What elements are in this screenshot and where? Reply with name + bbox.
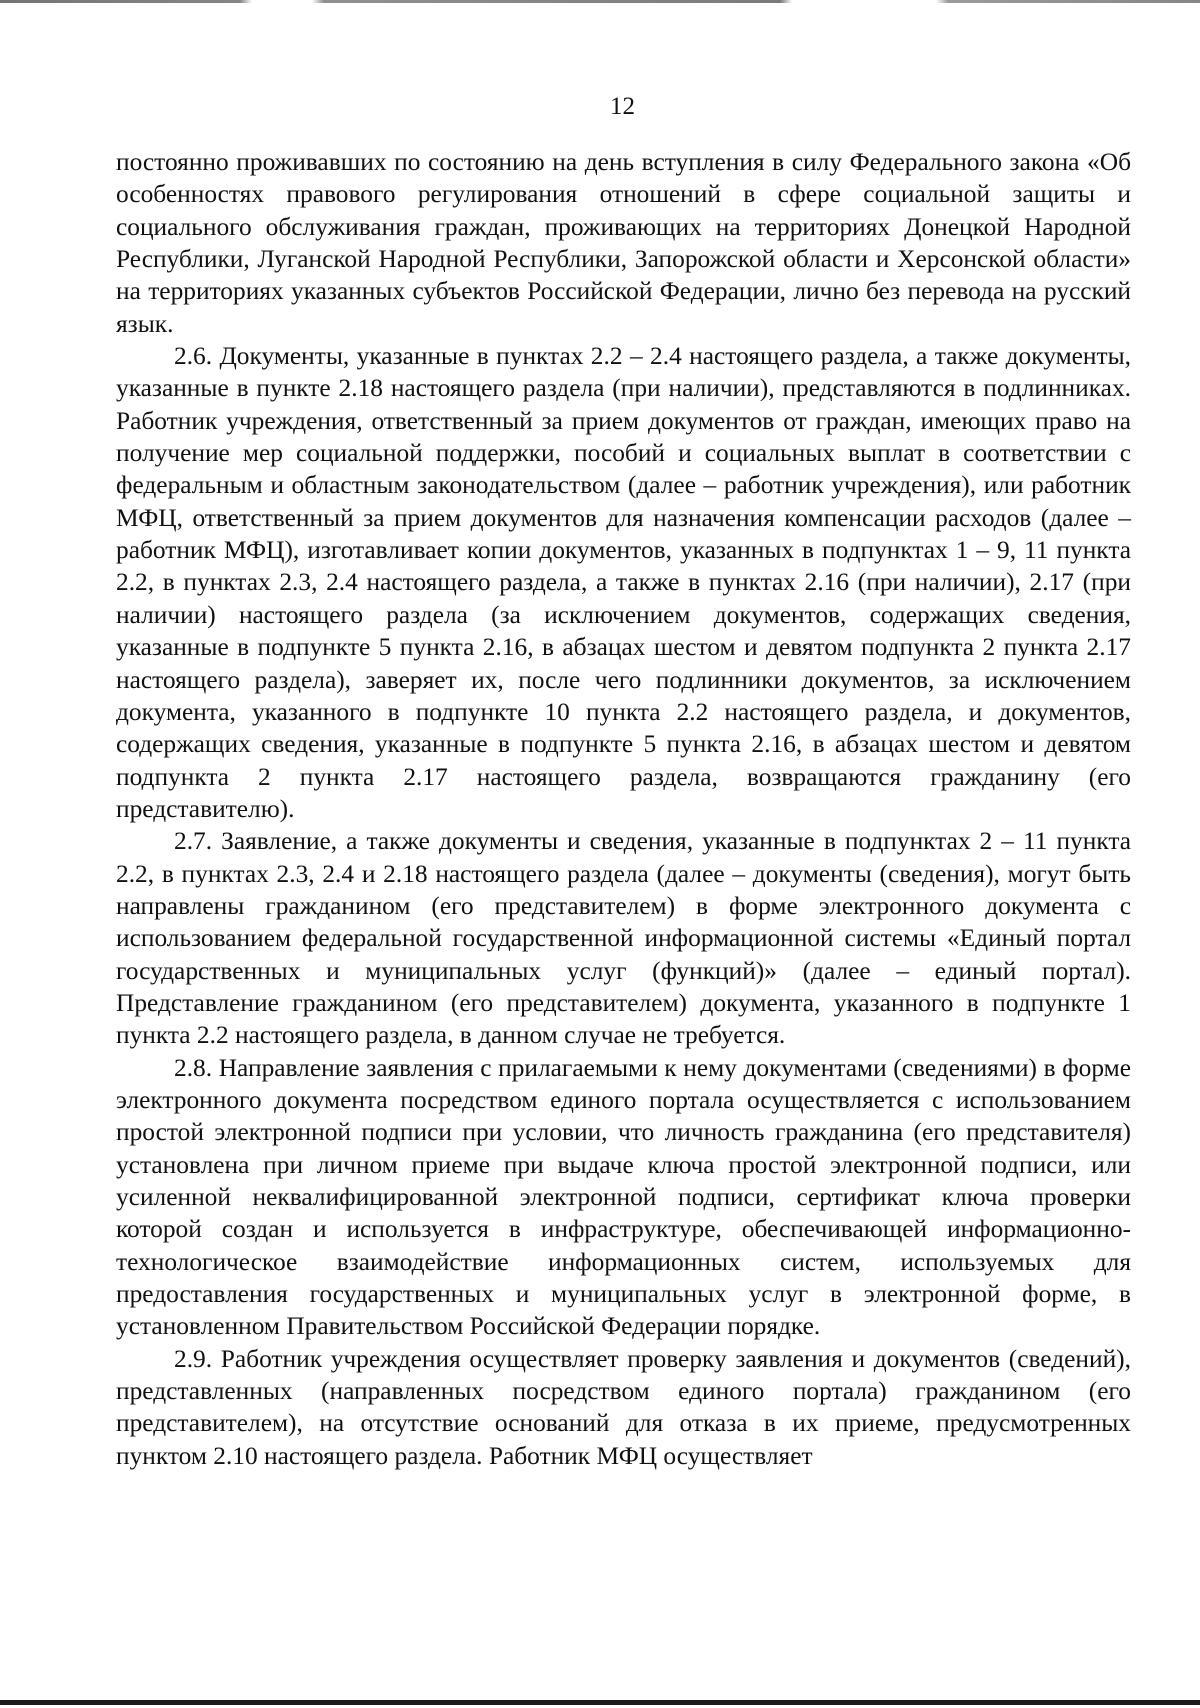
page-number: 12 xyxy=(610,93,635,120)
paragraph-2-8: 2.8. Направление заявления с прилагаемыми к нему документами (сведениями) в форме электронного документа посредством единого портала осуществляется с использованием простой электронной подписи при условии, что личность гражданина (его представителя) установлена при личном приеме при выдаче ключа простой электронной подписи, или усиленной неквалифицированной электронной подписи, сертификат ключа проверки которой создан и используется в инфраструктуре, обеспечивающей информационно-технологическое взаимодействие информационных систем, используемых для предоставления государственных и муниципальных услуг в электронной форме, в установленном Правительством Российской Федерации порядке. xyxy=(116,1053,1131,1341)
paragraph-2-6: 2.6. Документы, указанные в пунктах 2.2 – 2.4 настоящего раздела, а также документы, указанные в пункте 2.18 настоящего раздела (при наличии), представляются в подлинниках. Работник учреждения, ответственный за прием документов от граждан, имеющих право на получение мер социальной поддержки, пособий и социальных выплат в соответствии с федеральным и областным законодательством (далее – работник учреждения), или работник МФЦ, ответственный за прием документов для назначения компенсации расходов (далее – работник МФЦ), изготавливает копии документов, указанных в подпунктах 1 – 9, 11 пункта 2.2, в пунктах 2.3, 2.4 настоящего раздела, а также в пунктах 2.16 (при наличии), 2.17 (при наличии) настоящего раздела (за исключением документов, содержащих сведения, указанные в подпункте 5 пункта 2.16, в абзацах шестом и девятом подпункта 2 пункта 2.17 настоящего раздела), заверяет их, после чего подлинники документов, за исключением документа, указанного в подпункте 10 пункта 2.2 настоящего раздела, и документов, содержащих сведения, указанные в подпункте 5 пункта 2.16, в абзацах шестом и девятом подпункта 2 пункта 2.17 настоящего раздела, возвращаются гражданину (его представителю). xyxy=(116,342,1131,823)
paragraph-continuation: постоянно проживавших по состоянию на день вступления в силу Федерального закона «Об особенностях правового регулирования отношений в сфере социальной защиты и социального обслуживания граждан, проживающих на территориях Донецкой Народной Республики, Луганской Народной Республики, Запорожской области и Херсонской области» на территориях указанных субъектов Российской Федерации, лично без перевода на русский язык. xyxy=(116,148,1131,338)
scan-edge-bottom xyxy=(0,1700,1200,1705)
scan-edge-top xyxy=(0,0,1200,3)
paragraph-2-7: 2.7. Заявление, а также документы и сведения, указанные в подпунктах 2 – 11 пункта 2.2, в пунктах 2.3, 2.4 и 2.18 настоящего раздела (далее – документы (сведения), могут быть направлены гражданином (его представителем) в форме электронного документа с использованием федеральной государственной информационной системы «Единый портал государственных и муниципальных услуг (функций)» (далее – единый портал). Представление гражданином (его представителем) документа, указанного в подпункте 1 пункта 2.2 настоящего раздела, в данном случае не требуется. xyxy=(116,827,1131,1050)
paragraph-2-9: 2.9. Работник учреждения осуществляет проверку заявления и документов (сведений), представленных (направленных посредством единого портала) гражданином (его представителем), на отсутствие оснований для отказа в их приеме, предусмотренных пунктом 2.10 настоящего раздела. Работник МФЦ осуществляет xyxy=(116,1344,1131,1470)
document-body xyxy=(116,146,1131,1472)
